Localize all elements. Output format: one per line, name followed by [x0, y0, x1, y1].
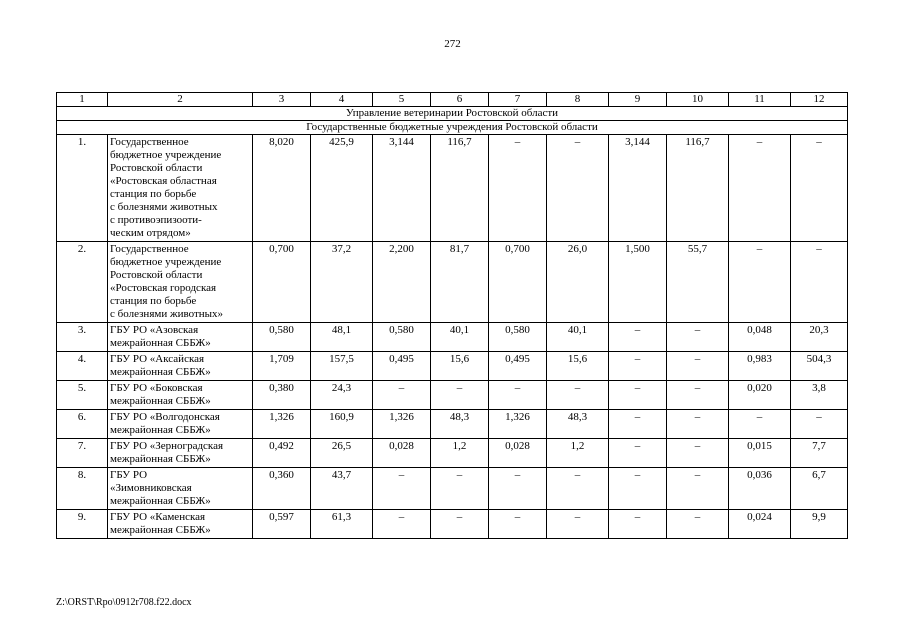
value-cell: – — [729, 242, 791, 323]
value-cell: – — [667, 323, 729, 352]
value-cell: 26,5 — [311, 439, 373, 468]
data-table — [56, 92, 848, 539]
value-cell: – — [373, 381, 431, 410]
file-path-footer: Z:\ORST\Rpo\0912r708.f22.docx — [56, 597, 192, 608]
row-number: 9. — [57, 510, 108, 539]
value-cell: 0,495 — [489, 352, 547, 381]
value-cell: 20,3 — [791, 323, 848, 352]
row-number: 1. — [57, 135, 108, 242]
column-header: 9 — [609, 93, 667, 107]
row-number: 6. — [57, 410, 108, 439]
value-cell: – — [373, 510, 431, 539]
value-cell: 0,580 — [373, 323, 431, 352]
value-cell: – — [791, 410, 848, 439]
value-cell: 0,028 — [373, 439, 431, 468]
value-cell: 0,492 — [253, 439, 311, 468]
header-row — [57, 93, 848, 107]
value-cell: 0,700 — [489, 242, 547, 323]
value-cell: – — [667, 410, 729, 439]
value-cell: – — [609, 468, 667, 510]
institution-name: ГБУ РО «Зерноградская межрайонная СББЖ» — [108, 439, 253, 468]
value-cell: – — [489, 510, 547, 539]
value-cell: 1,2 — [547, 439, 609, 468]
value-cell: – — [729, 135, 791, 242]
value-cell: – — [667, 468, 729, 510]
value-cell: 40,1 — [431, 323, 489, 352]
row-number: 7. — [57, 439, 108, 468]
value-cell: 1,326 — [373, 410, 431, 439]
table-row — [57, 381, 848, 410]
table-row — [57, 323, 848, 352]
value-cell: 0,580 — [489, 323, 547, 352]
value-cell: – — [609, 510, 667, 539]
column-header: 8 — [547, 93, 609, 107]
table-row — [57, 510, 848, 539]
value-cell: 504,3 — [791, 352, 848, 381]
value-cell: 1,326 — [489, 410, 547, 439]
value-cell: – — [667, 510, 729, 539]
value-cell: – — [609, 323, 667, 352]
institution-name: ГБУ РО «Волгодонская межрайонная СББЖ» — [108, 410, 253, 439]
value-cell: 157,5 — [311, 352, 373, 381]
value-cell: – — [489, 381, 547, 410]
value-cell: – — [547, 468, 609, 510]
value-cell: 3,144 — [373, 135, 431, 242]
column-header: 3 — [253, 93, 311, 107]
value-cell: 160,9 — [311, 410, 373, 439]
value-cell: 425,9 — [311, 135, 373, 242]
value-cell: 48,3 — [431, 410, 489, 439]
column-header: 11 — [729, 93, 791, 107]
value-cell: 3,8 — [791, 381, 848, 410]
value-cell: – — [667, 439, 729, 468]
value-cell: 2,200 — [373, 242, 431, 323]
value-cell: 0,020 — [729, 381, 791, 410]
value-cell: – — [609, 381, 667, 410]
value-cell: – — [791, 242, 848, 323]
value-cell: – — [431, 381, 489, 410]
value-cell: 43,7 — [311, 468, 373, 510]
institution-name: Государственное бюджетное учреждение Ростовской области «Ростовская областная станция по борьбе с болезнями животных с противоэпизооти- ческим отрядом» — [108, 135, 253, 242]
value-cell: 1,709 — [253, 352, 311, 381]
table-row — [57, 410, 848, 439]
value-cell: 116,7 — [667, 135, 729, 242]
value-cell: 6,7 — [791, 468, 848, 510]
value-cell: – — [667, 381, 729, 410]
column-header: 5 — [373, 93, 431, 107]
value-cell: – — [431, 468, 489, 510]
value-cell: – — [373, 468, 431, 510]
value-cell: – — [729, 410, 791, 439]
value-cell: 0,048 — [729, 323, 791, 352]
row-number: 2. — [57, 242, 108, 323]
value-cell: – — [609, 410, 667, 439]
value-cell: 0,700 — [253, 242, 311, 323]
value-cell: – — [667, 352, 729, 381]
row-number: 8. — [57, 468, 108, 510]
row-number: 5. — [57, 381, 108, 410]
subsection-row — [57, 121, 848, 135]
value-cell: – — [609, 439, 667, 468]
value-cell: – — [791, 135, 848, 242]
column-header: 10 — [667, 93, 729, 107]
value-cell: 7,7 — [791, 439, 848, 468]
value-cell: – — [547, 135, 609, 242]
value-cell: 8,020 — [253, 135, 311, 242]
column-header: 6 — [431, 93, 489, 107]
value-cell: 15,6 — [547, 352, 609, 381]
value-cell: 81,7 — [431, 242, 489, 323]
value-cell: 3,144 — [609, 135, 667, 242]
value-cell: 15,6 — [431, 352, 489, 381]
value-cell: 0,024 — [729, 510, 791, 539]
value-cell: 1,500 — [609, 242, 667, 323]
institution-name: ГБУ РО «Каменская межрайонная СББЖ» — [108, 510, 253, 539]
table-row — [57, 352, 848, 381]
section-row — [57, 107, 848, 121]
value-cell: 40,1 — [547, 323, 609, 352]
value-cell: 0,983 — [729, 352, 791, 381]
value-cell: – — [489, 135, 547, 242]
institution-name: ГБУ РО «Азовская межрайонная СББЖ» — [108, 323, 253, 352]
institution-name: Государственное бюджетное учреждение Ростовской области «Ростовская городская станция по борьбе с болезнями животных» — [108, 242, 253, 323]
value-cell: 48,1 — [311, 323, 373, 352]
table-row — [57, 135, 848, 242]
institution-name: ГБУ РО «Зимовниковская межрайонная СББЖ» — [108, 468, 253, 510]
value-cell: 0,028 — [489, 439, 547, 468]
value-cell: 0,495 — [373, 352, 431, 381]
value-cell: 55,7 — [667, 242, 729, 323]
column-header: 4 — [311, 93, 373, 107]
value-cell: 24,3 — [311, 381, 373, 410]
value-cell: 0,036 — [729, 468, 791, 510]
value-cell: 0,015 — [729, 439, 791, 468]
table-row — [57, 242, 848, 323]
subsection-title: Государственные бюджетные учреждения Ростовской области — [57, 121, 848, 135]
value-cell: 9,9 — [791, 510, 848, 539]
value-cell: 0,360 — [253, 468, 311, 510]
row-number: 4. — [57, 352, 108, 381]
column-header: 1 — [57, 93, 108, 107]
row-number: 3. — [57, 323, 108, 352]
value-cell: 0,380 — [253, 381, 311, 410]
value-cell: 37,2 — [311, 242, 373, 323]
value-cell: 48,3 — [547, 410, 609, 439]
value-cell: 0,580 — [253, 323, 311, 352]
value-cell: 1,2 — [431, 439, 489, 468]
institution-name: ГБУ РО «Аксайская межрайонная СББЖ» — [108, 352, 253, 381]
value-cell: 0,597 — [253, 510, 311, 539]
value-cell: – — [489, 468, 547, 510]
page-number: 272 — [444, 38, 461, 50]
institution-name: ГБУ РО «Боковская межрайонная СББЖ» — [108, 381, 253, 410]
value-cell: 116,7 — [431, 135, 489, 242]
value-cell: – — [547, 510, 609, 539]
column-header: 12 — [791, 93, 848, 107]
value-cell: – — [547, 381, 609, 410]
value-cell: – — [609, 352, 667, 381]
column-header: 7 — [489, 93, 547, 107]
value-cell: 1,326 — [253, 410, 311, 439]
value-cell: 26,0 — [547, 242, 609, 323]
value-cell: – — [431, 510, 489, 539]
section-title: Управление ветеринарии Ростовской области — [57, 107, 848, 121]
value-cell: 61,3 — [311, 510, 373, 539]
table-row — [57, 468, 848, 510]
column-header: 2 — [108, 93, 253, 107]
table-row — [57, 439, 848, 468]
